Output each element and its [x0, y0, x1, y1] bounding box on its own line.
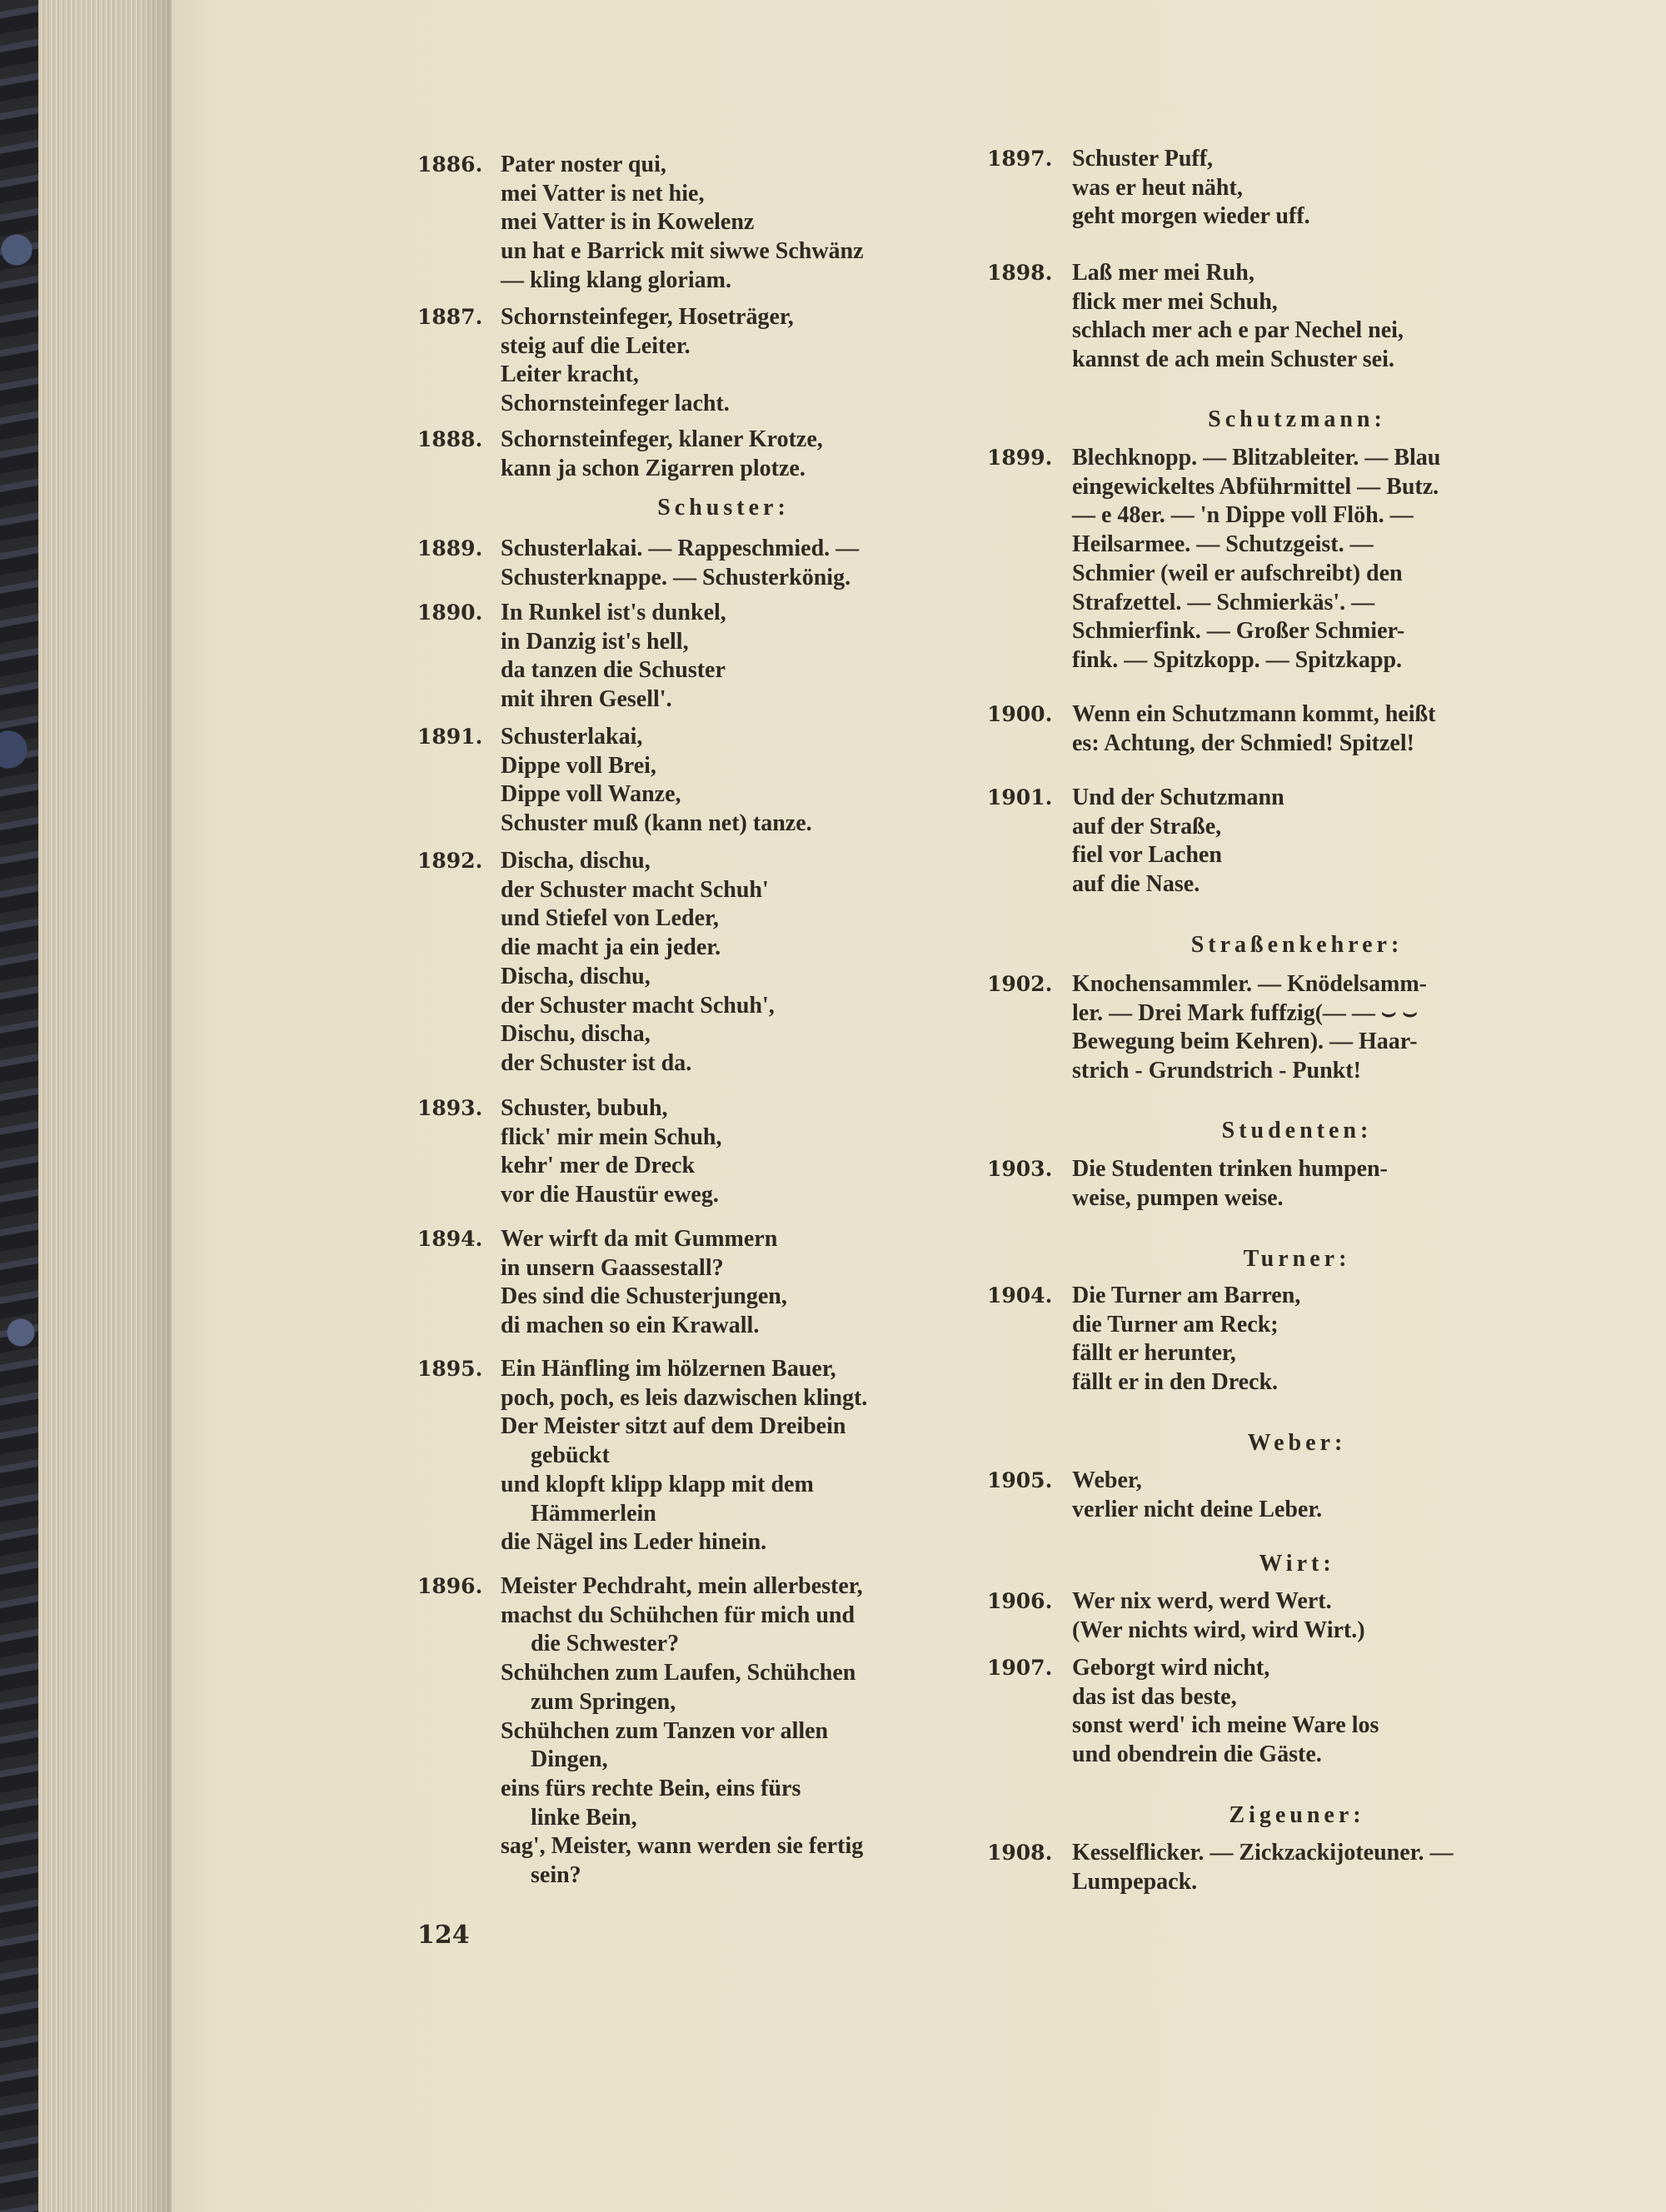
- entry-line: di machen so ein Krawall.: [501, 1313, 760, 1339]
- entry-line: sonst werd' ich meine Ware los: [1072, 1712, 1379, 1739]
- entry-number: 1903.: [987, 1157, 1053, 1181]
- entry-text: [1072, 970, 1427, 1086]
- entry-number: 1895.: [417, 1357, 483, 1381]
- entry-text: [1072, 259, 1404, 375]
- entry-line: da tanzen die Schuster: [501, 657, 726, 684]
- entry-line: Discha, dischu,: [501, 963, 651, 989]
- entry-line: fällt er herunter,: [1072, 1340, 1236, 1367]
- entry-line: Wer wirft da mit Gummern: [501, 1226, 778, 1252]
- entry-line: und Stiefel von Leder,: [501, 905, 719, 932]
- entry-line: Dippe voll Wanze,: [501, 781, 681, 808]
- entry-line: Der Meister sitzt auf dem Dreibein: [501, 1413, 846, 1440]
- entry-line: steig auf die Leiter.: [501, 332, 691, 359]
- entry-line: Lumpepack.: [1072, 1868, 1198, 1895]
- entry-line: auf der Straße,: [1072, 813, 1222, 839]
- entry-line: flick mer mei Schuh,: [1072, 288, 1278, 315]
- entry-number: 1887.: [417, 305, 483, 329]
- entry-line: Schuster, bubuh,: [501, 1095, 668, 1121]
- entry-line: der Schuster macht Schuh',: [501, 992, 775, 1019]
- entry-text: [1072, 784, 1284, 899]
- entry-line: mei Vatter is net hie,: [501, 180, 705, 207]
- entry-line: geht morgen wieder uff.: [1072, 203, 1310, 230]
- entry-number: 1897.: [987, 147, 1053, 171]
- entry-text: [501, 723, 812, 839]
- entry-line: Dingen,: [531, 1746, 608, 1773]
- entry-text: [501, 1572, 863, 1891]
- entry-number: 1891.: [417, 725, 483, 749]
- entry-line: Schornsteinfeger, Hoseträger,: [501, 304, 794, 330]
- entry-line: schlach mer ach e par Nechel nei,: [1072, 317, 1404, 344]
- entry-line: ler. — Drei Mark fuffzig(— — ⌣ ⌣: [1072, 999, 1418, 1026]
- section-heading: Wirt:: [1259, 1551, 1335, 1577]
- entry-line: Wenn ein Schutzmann kommt, heißt: [1072, 701, 1436, 727]
- entry-text: [1072, 1587, 1365, 1645]
- entry-line: — e 48er. — 'n Dippe voll Flöh. —: [1072, 502, 1414, 529]
- entry-line: der Schuster ist da.: [501, 1049, 692, 1076]
- entry-line: sein?: [531, 1862, 581, 1889]
- entry-line: un hat e Barrick mit siwwe Schwänz: [501, 238, 864, 265]
- entry-text: [501, 303, 794, 419]
- section-heading: Turner:: [1243, 1246, 1351, 1272]
- entry-line: Schuster Puff,: [1072, 146, 1214, 172]
- book-cover-edge: [0, 0, 38, 2212]
- entry-line: Laß mer mei Ruh,: [1072, 260, 1254, 286]
- section-heading: Zigeuner:: [1229, 1802, 1365, 1828]
- entry-line: Heilsarmee. — Schutzgeist. —: [1072, 531, 1374, 558]
- section-heading: Schutzmann:: [1208, 406, 1386, 432]
- entry-number: 1908.: [987, 1841, 1053, 1865]
- entry-line: — kling klang gloriam.: [501, 267, 731, 293]
- entry-line: und obendrein die Gäste.: [1072, 1741, 1322, 1768]
- entry-line: Leiter kracht,: [501, 361, 639, 388]
- entry-line: die Schwester?: [531, 1631, 680, 1657]
- entry-line: was er heut näht,: [1072, 174, 1243, 201]
- entry-line: Schühchen zum Tanzen vor allen: [501, 1717, 829, 1744]
- entry-number: 1892.: [417, 849, 483, 873]
- section-heading: Schuster:: [657, 495, 790, 521]
- entry-number: 1890.: [417, 600, 483, 625]
- entry-line: Pater noster qui,: [501, 152, 666, 177]
- entry-line: Schusterlakai,: [501, 724, 643, 750]
- entry-line: sag', Meister, wann werden sie fertig: [501, 1833, 864, 1860]
- entry-number: 1906.: [987, 1589, 1053, 1613]
- entry-line: es: Achtung, der Schmied! Spitzel!: [1072, 730, 1414, 756]
- entry-line: in Danzig ist's hell,: [501, 628, 689, 655]
- entry-line: Schornsteinfeger lacht.: [501, 391, 730, 417]
- entry-line: Dischu, discha,: [501, 1021, 651, 1048]
- entry-line: Kesselflicker. — Zickzackijoteuner. —: [1072, 1840, 1454, 1866]
- entry-line: zum Springen,: [531, 1688, 676, 1715]
- entry-number: 1889.: [417, 536, 483, 560]
- entry-text: [1072, 1282, 1300, 1397]
- entry-line: kann ja schon Zigarren plotze.: [501, 455, 806, 481]
- entry-line: die macht ja ein jeder.: [501, 934, 721, 961]
- entry-text: [501, 599, 726, 715]
- entry-number: 1894.: [417, 1227, 483, 1251]
- entry-line: Schornsteinfeger, klaner Krotze,: [501, 426, 823, 452]
- entry-line: Wer nix werd, werd Wert.: [1072, 1588, 1332, 1614]
- entry-line: Dischа, dischu,: [501, 848, 651, 874]
- entry-text: [501, 426, 823, 483]
- entry-line: In Runkel ist's dunkel,: [501, 600, 726, 625]
- entry-number: 1905.: [987, 1468, 1053, 1492]
- entry-line: gebückt: [531, 1442, 610, 1469]
- entry-number: 1901.: [987, 785, 1053, 810]
- entry-text: [501, 1355, 867, 1557]
- entry-text: [1072, 145, 1310, 232]
- entry-text: [1072, 1467, 1322, 1524]
- entry-line: vor die Haustür eweg.: [501, 1182, 719, 1208]
- entry-text: [501, 1225, 787, 1341]
- entry-line: Schuster muß (kann net) tanze.: [501, 810, 812, 837]
- entry-line: die Turner am Reck;: [1072, 1311, 1279, 1338]
- entry-line: weise, pumpen weise.: [1072, 1184, 1284, 1211]
- entry-line: Blechknopp. — Blitzableiter. — Blau: [1072, 445, 1441, 471]
- entry-line: Ein Hänfling im hölzernen Bauer,: [501, 1356, 836, 1382]
- entry-number: 1896.: [417, 1574, 483, 1598]
- entry-line: Strafzettel. — Schmierkäs'. —: [1072, 589, 1375, 615]
- section-heading: Straßenkehrer:: [1190, 932, 1404, 958]
- entry-text: [501, 151, 864, 296]
- entry-line: die Nägel ins Leder hinein.: [501, 1529, 767, 1556]
- entry-line: kannst de ach mein Schuster sei.: [1072, 346, 1394, 373]
- entry-line: Schmier (weil er aufschreibt) den: [1072, 560, 1403, 586]
- entry-line: poch, poch, es leis dazwischen klingt.: [501, 1384, 868, 1411]
- entry-line: Die Studenten trinken humpen-: [1072, 1156, 1388, 1182]
- entry-line: Dippe voll Brei,: [501, 752, 656, 779]
- entry-line: das ist das beste,: [1072, 1683, 1237, 1710]
- entry-line: in unsern Gaassestall?: [501, 1254, 724, 1281]
- entry-line: Schmierfink. — Großer Schmier-: [1072, 618, 1405, 645]
- entry-line: flick' mir mein Schuh,: [501, 1123, 722, 1150]
- entry-number: 1907.: [987, 1656, 1053, 1680]
- entry-number: 1900.: [987, 702, 1053, 726]
- entry-number: 1888.: [417, 427, 483, 451]
- entry-line: Meister Pechdraht, mein allerbester,: [501, 1573, 863, 1599]
- entry-number: 1898.: [987, 261, 1053, 285]
- entry-line: (Wer nichts wird, wird Wirt.): [1072, 1617, 1365, 1643]
- entry-text: [1072, 444, 1440, 675]
- entry-text: [1072, 700, 1435, 758]
- entry-line: Geborgt wird nicht,: [1072, 1655, 1270, 1681]
- entry-line: Des sind die Schusterjungen,: [501, 1283, 787, 1310]
- page-number: 124: [417, 1921, 470, 1950]
- entry-text: [1072, 1155, 1388, 1213]
- entry-number: 1893.: [417, 1096, 483, 1120]
- entry-line: Schühchen zum Laufen, Schühchen: [501, 1660, 856, 1686]
- entry-number: 1904.: [987, 1283, 1053, 1308]
- entry-line: fiel vor Lachen: [1072, 842, 1222, 869]
- entry-line: mit ihren Gesell'.: [501, 686, 672, 713]
- entry-line: Schusterlakai. — Rappeschmied. —: [501, 536, 860, 561]
- entry-line: eins fürs rechte Bein, eins fürs: [501, 1775, 801, 1801]
- entry-text: [501, 1094, 722, 1210]
- section-heading: Weber:: [1247, 1430, 1347, 1456]
- entry-line: Und der Schutzmann: [1072, 785, 1284, 810]
- entry-text: [501, 847, 775, 1079]
- entry-number: 1886.: [417, 152, 483, 177]
- entry-text: [501, 535, 859, 592]
- entry-line: linke Bein,: [531, 1804, 637, 1831]
- entry-text: [1072, 1839, 1454, 1896]
- entry-number: 1899.: [987, 446, 1053, 470]
- entry-line: auf die Nase.: [1072, 871, 1200, 898]
- entry-line: Bewegung beim Kehren). — Haar-: [1072, 1029, 1418, 1055]
- entry-line: eingewickeltes Abführmittel — Butz.: [1072, 473, 1439, 500]
- entry-line: Die Turner am Barren,: [1072, 1283, 1301, 1308]
- entry-line: strich - Grundstrich - Punkt!: [1072, 1058, 1361, 1084]
- entry-line: Hämmerlein: [531, 1500, 656, 1527]
- page-edges: [38, 0, 172, 2212]
- entry-line: mei Vatter is in Kowelenz: [501, 209, 755, 236]
- entry-line: Weber,: [1072, 1467, 1142, 1493]
- entry-number: 1902.: [987, 972, 1053, 996]
- section-heading: Studenten:: [1221, 1118, 1373, 1143]
- entry-line: Knochensammler. — Knödelsamm-: [1072, 971, 1427, 997]
- entry-text: [1072, 1654, 1379, 1770]
- entry-line: fink. — Spitzkopp. — Spitzkapp.: [1072, 646, 1403, 673]
- entry-line: verlier nicht deine Leber.: [1072, 1496, 1323, 1522]
- entry-line: und klopft klipp klapp mit dem: [501, 1471, 814, 1497]
- entry-line: der Schuster macht Schuh': [501, 876, 769, 903]
- entry-line: Schusterknappe. — Schusterkönig.: [501, 564, 851, 590]
- entry-line: machst du Schühchen für mich und: [501, 1602, 855, 1628]
- entry-line: kehr' mer de Dreck: [501, 1153, 696, 1179]
- entry-line: fällt er in den Dreck.: [1072, 1369, 1279, 1396]
